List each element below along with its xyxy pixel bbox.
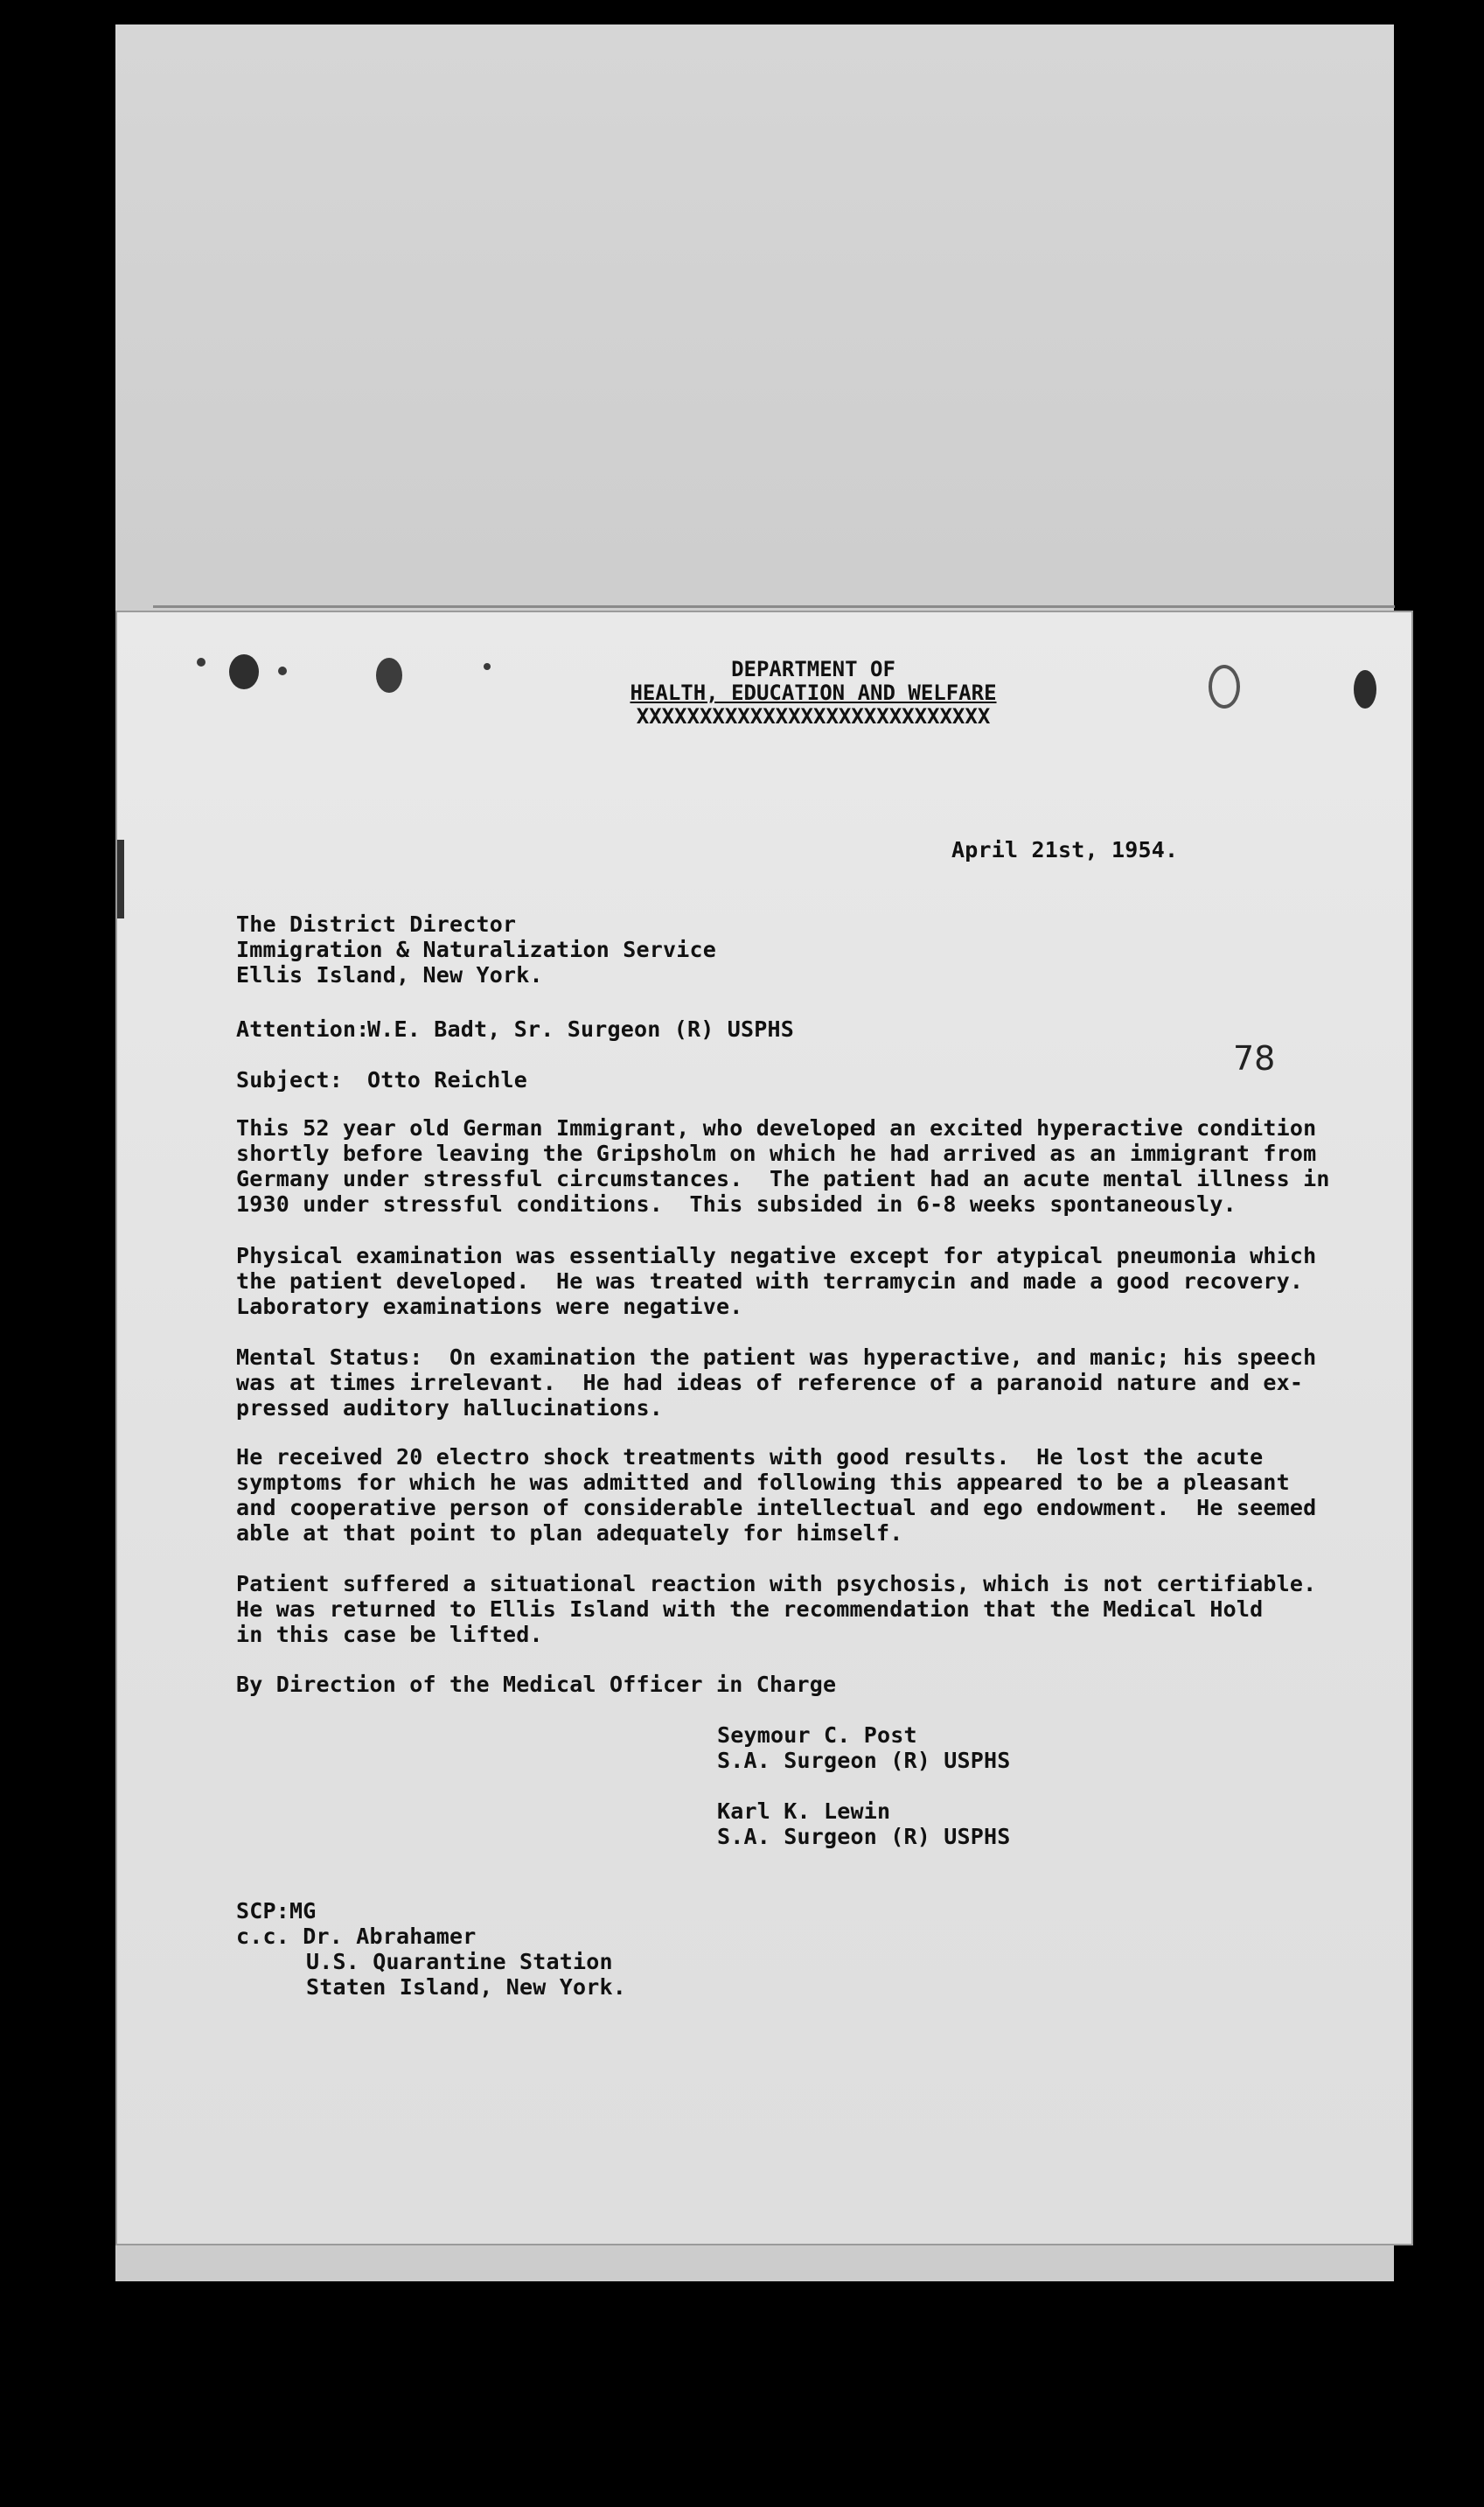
paragraph-physical-exam: Physical examination was essentially negative except for atypical pneumonia which the patient developed. He was treated with terramycin and made a good recovery. Laboratory examinations were negative. <box>236 1243 1317 1319</box>
letterhead <box>603 658 1023 729</box>
subject-value: Otto Reichle <box>367 1067 528 1093</box>
punch-hole-mark <box>1354 670 1376 709</box>
edge-mark <box>117 840 124 918</box>
direction-line: By Direction of the Medical Officer in Charge <box>236 1672 837 1697</box>
page-number: 78 <box>1233 1039 1276 1078</box>
signature-name-1: Seymour C. Post <box>717 1722 917 1748</box>
typist-initials: SCP:MG <box>236 1898 317 1924</box>
recipient-line-2: Immigration & Naturalization Service <box>236 937 717 962</box>
letterhead-department: DEPARTMENT OF <box>731 657 895 681</box>
cc-line-3: Staten Island, New York. <box>306 1974 627 2000</box>
signature-name-2: Karl K. Lewin <box>717 1798 891 1824</box>
attention-value: W.E. Badt, Sr. Surgeon (R) USPHS <box>367 1016 795 1042</box>
punch-hole-mark <box>484 663 491 670</box>
signature-title-1: S.A. Surgeon (R) USPHS <box>717 1748 1011 1773</box>
recipient-line-1: The District Director <box>236 911 517 937</box>
signature-title-2: S.A. Surgeon (R) USPHS <box>717 1824 1011 1849</box>
sheet-edge <box>153 605 1395 608</box>
paragraph-history: This 52 year old German Immigrant, who developed an excited hyperactive condition shortly before leaving the Gripsholm on which he had arrived as an immigrant from Germany under stressful circumstances. The patient had an acute mental illness in 1930 under stressful conditions. This subsided in 6-8 weeks spontaneously. <box>236 1115 1330 1217</box>
letter-date: April 21st, 1954. <box>951 837 1179 862</box>
paragraph-treatment: He received 20 electro shock treatments with good results. He lost the acute symptoms for which he was admitted and following this appeared to be a pleasant and cooperative person of considerable intellectual and ego endowment. He seemed able at that point to plan adequately for himself. <box>236 1444 1317 1546</box>
paragraph-mental-status: Mental Status: On examination the patient was hyperactive, and manic; his speech was at times irrelevant. He had ideas of reference of a paranoid nature and ex- pressed auditory hallucinations. <box>236 1344 1317 1421</box>
punch-hole-mark <box>376 658 402 693</box>
punch-hole-mark <box>278 667 287 675</box>
cc-line-1: c.c. Dr. Abrahamer <box>236 1924 477 1949</box>
cc-line-2: U.S. Quarantine Station <box>306 1949 613 1974</box>
punch-hole-ring <box>1209 665 1240 709</box>
punch-hole-mark <box>229 654 259 689</box>
letterhead-agency: HEALTH, EDUCATION AND WELFARE <box>630 680 997 705</box>
letterhead-strikeout: XXXXXXXXXXXXXXXXXXXXXXXXXXXX <box>636 703 991 729</box>
paragraph-conclusion: Patient suffered a situational reaction with psychosis, which is not certifiable. He was returned to Ellis Island with the recommendation that the Medical Hold in this case be lifted. <box>236 1571 1317 1647</box>
subject-label: Subject: <box>236 1067 344 1093</box>
recipient-line-3: Ellis Island, New York. <box>236 962 543 988</box>
punch-hole-mark <box>197 658 206 667</box>
attention-label: Attention: <box>236 1016 370 1042</box>
